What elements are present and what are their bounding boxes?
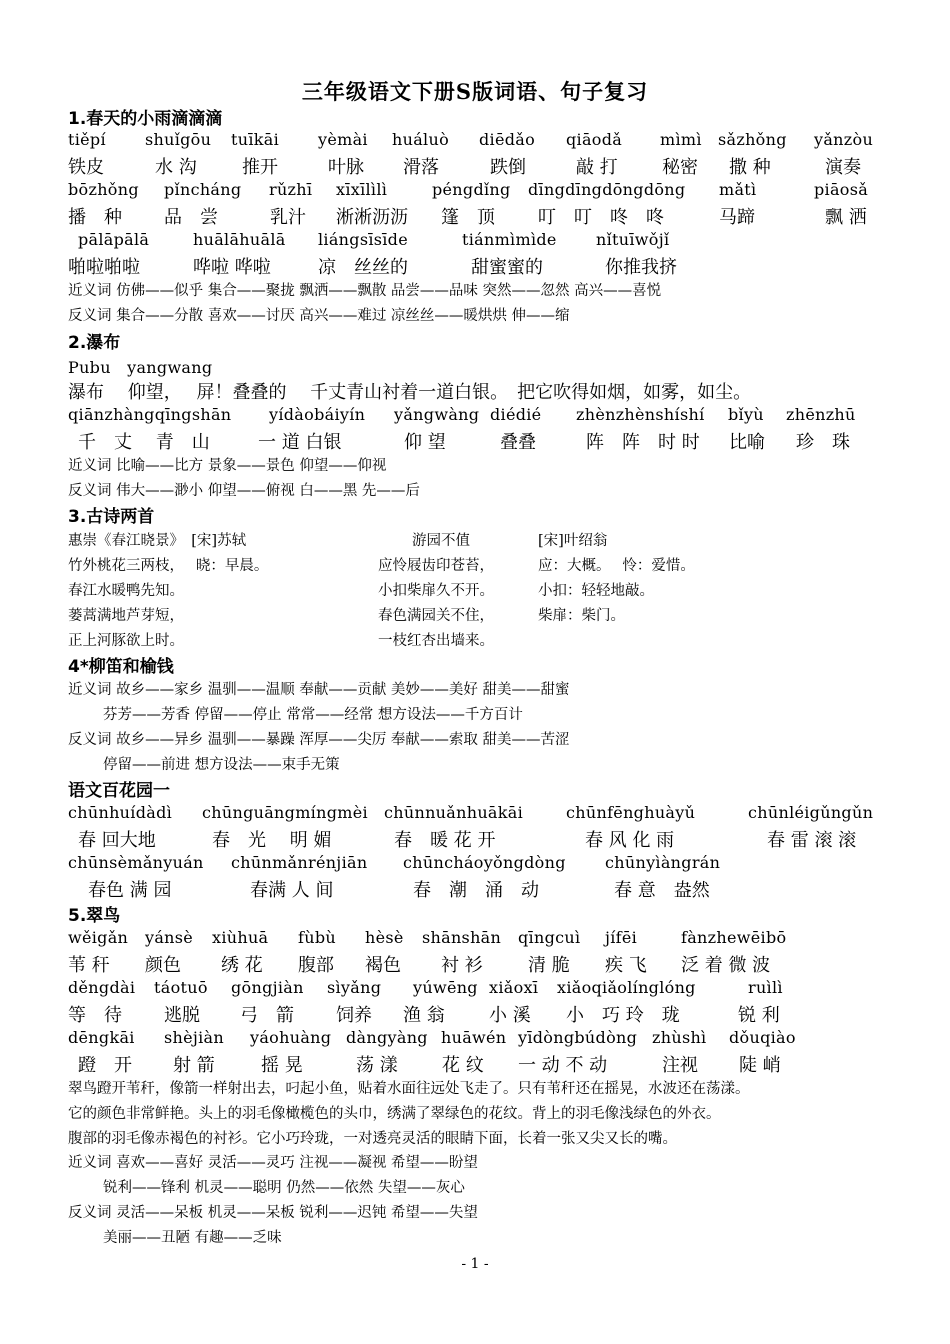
chinese-row xyxy=(78,1051,898,1075)
word: 春满 人 间 xyxy=(250,880,334,901)
antonyms-line: 反义词 故乡——异乡 温驯——暴躁 浑厚——尖厉 奉献——索取 甜美——苦涩 xyxy=(68,732,570,748)
word: 啪啦啪啦 xyxy=(68,257,140,278)
poem-line: 游园不值 xyxy=(412,533,470,549)
section-heading: 5.翠鸟 xyxy=(68,906,121,926)
word: 叶脉 xyxy=(328,157,364,178)
pinyin: sǎzhǒng xyxy=(718,130,787,149)
word: 乳汁 xyxy=(270,207,306,228)
pinyin: wěigǎn xyxy=(68,928,129,947)
pinyin: yáohuàng xyxy=(250,1028,332,1047)
word: 清 脆 xyxy=(528,955,570,976)
word: 推开 xyxy=(242,157,278,178)
pinyin: tiěpí xyxy=(68,130,106,149)
word: 花 纹 xyxy=(442,1055,484,1076)
synonyms-line: 近义词 比喻——比方 景象——景色 仰望——仰视 xyxy=(68,458,387,474)
pinyin-row xyxy=(68,1028,888,1050)
pinyin-row xyxy=(68,853,888,875)
chinese-row xyxy=(68,203,888,227)
pinyin: bōzhǒng xyxy=(68,180,139,199)
pinyin: xīxīlìlì xyxy=(336,180,388,199)
section-heading: 1.春天的小雨滴滴滴 xyxy=(68,109,223,129)
word: 腹部 xyxy=(298,955,334,976)
chinese-row xyxy=(68,253,888,277)
poem-line: 春江水暖鸭先知。 xyxy=(68,583,184,599)
word: 篷 顶 xyxy=(441,207,495,228)
word: 千 丈 青 山 xyxy=(78,432,210,453)
pinyin: gōngjiàn xyxy=(231,978,304,997)
word: 逃脱 xyxy=(164,1005,200,1026)
word: 马蹄 xyxy=(719,207,755,228)
word: 春 风 化 雨 xyxy=(585,830,675,851)
pinyin: yúwēng xyxy=(413,978,478,997)
pinyin: huālāhuālā xyxy=(193,230,286,249)
section-heading: 3.古诗两首 xyxy=(68,507,155,527)
synonyms-line: 近义词 喜欢——喜好 灵活——灵巧 注视——凝视 希望——盼望 xyxy=(68,1155,478,1171)
pinyin: dēngkāi xyxy=(68,1028,135,1047)
poems-block xyxy=(68,529,888,659)
word: 绣 花 xyxy=(221,955,263,976)
pinyin: chūnsèmǎnyuán xyxy=(68,853,204,872)
pinyin: pālāpālā xyxy=(78,230,150,249)
synonyms-line: 近义词 故乡——家乡 温驯——温顺 奉献——贡献 美妙——美好 甜美——甜蜜 xyxy=(68,682,570,698)
pinyin: shuǐgōu xyxy=(145,130,212,149)
word: 你推我挤 xyxy=(605,257,677,278)
word: 秘密 xyxy=(662,157,698,178)
word: 春 暖 花 开 xyxy=(394,830,496,851)
pinyin-row xyxy=(68,180,888,202)
word: 弓 箭 xyxy=(240,1005,294,1026)
pinyin: jífēi xyxy=(605,928,638,947)
word: 渔 翁 xyxy=(403,1005,445,1026)
word: 苇 秆 xyxy=(68,955,110,976)
word: 哗啦 哗啦 xyxy=(193,257,271,278)
word: 春色 满 园 xyxy=(88,880,172,901)
word: 凉 丝丝的 xyxy=(318,257,408,278)
pinyin: pǐncháng xyxy=(164,180,242,199)
word: 一 动 不 动 xyxy=(518,1055,608,1076)
pinyin: diédié xyxy=(490,405,542,424)
poem-line: 惠崇《春江晓景》 [宋]苏轼 xyxy=(68,533,247,549)
antonyms-line: 反义词 伟大——渺小 仰望——俯视 白——黑 先——后 xyxy=(68,483,420,499)
pinyin: dǒuqiào xyxy=(729,1028,796,1047)
word: 播 种 xyxy=(68,207,122,228)
pinyin: diēdǎo xyxy=(479,130,536,149)
poem-note: 应：大概。 怜：爱惜。 xyxy=(538,558,695,574)
antonyms-line: 反义词 灵活——呆板 机灵——呆板 锐利——迟钝 希望——失望 xyxy=(68,1205,478,1221)
pinyin: nǐtuīwǒjǐ xyxy=(596,230,670,249)
pinyin: chūnléigǔngǔn xyxy=(748,803,874,822)
word: 小 溪 xyxy=(489,1005,531,1026)
pinyin: zhènzhènshíshí xyxy=(576,405,705,424)
poem-line: 小扣柴扉久不开。 xyxy=(378,583,494,599)
page-number: - 1 - xyxy=(461,1256,489,1272)
pinyin: tiánmìmìde xyxy=(462,230,557,249)
pinyin: qiānzhàngqīngshān xyxy=(68,405,232,424)
word: 铁皮 xyxy=(68,157,104,178)
poem-note: 小扣：轻轻地敲。 xyxy=(538,583,654,599)
poem-line: 春色满园关不住， xyxy=(378,608,494,624)
antonyms-line: 美丽——丑陋 有趣——乏味 xyxy=(103,1230,282,1246)
word: 叠叠 xyxy=(500,432,536,453)
word: 敲 打 xyxy=(576,157,618,178)
pinyin: piāosǎ xyxy=(814,180,869,199)
pinyin: dàngyàng xyxy=(346,1028,428,1047)
pinyin: tuīkāi xyxy=(231,130,280,149)
word: 颜色 xyxy=(145,955,181,976)
pinyin: shèjiàn xyxy=(164,1028,225,1047)
word: 撒 种 xyxy=(729,157,771,178)
word: 蹬 开 xyxy=(78,1055,132,1076)
word: 摇 晃 xyxy=(261,1055,303,1076)
pinyin: fànzhewēibō xyxy=(681,928,787,947)
pinyin: xiùhuā xyxy=(212,928,269,947)
poem-line: 蒌蒿满地芦芽短， xyxy=(68,608,184,624)
word: 跌倒 xyxy=(490,157,526,178)
pinyin: bǐyù xyxy=(728,405,764,424)
pinyin: huāwén xyxy=(441,1028,507,1047)
pinyin: yánsè xyxy=(145,928,194,947)
pinyin: chūnguāngmíngmèi xyxy=(202,803,368,822)
word: 滑落 xyxy=(403,157,439,178)
synonyms-line: 芬芳——芳香 停留——停止 常常——经常 想方设法——千方百计 xyxy=(103,707,523,723)
pinyin: mìmì xyxy=(660,130,702,149)
word: 陡 峭 xyxy=(739,1055,781,1076)
word: 品 尝 xyxy=(164,207,218,228)
word: 锐 利 xyxy=(738,1005,780,1026)
word: 饲养 xyxy=(336,1005,372,1026)
pinyin: péngdǐng xyxy=(432,180,511,199)
pinyin: chūnfēnghuàyǔ xyxy=(566,803,696,822)
section-heading: 4*柳笛和榆钱 xyxy=(68,657,174,677)
pinyin: chūncháoyǒngdòng xyxy=(403,853,566,872)
pinyin: huáluò xyxy=(392,130,450,149)
chinese-row xyxy=(78,826,898,850)
word: 演奏 xyxy=(825,157,861,178)
pinyin: fùbù xyxy=(298,928,336,947)
pinyin: rǔzhī xyxy=(269,180,313,199)
pinyin-row xyxy=(68,405,888,427)
paragraph-line: 翠鸟蹬开苇秆，像箭一样射出去，叼起小鱼，贴着水面往远处飞走了。只有苇秆还在摇晃，水波还在荡漾。 xyxy=(68,1081,750,1097)
pinyin-row xyxy=(68,978,888,1000)
word: 飘 洒 xyxy=(825,207,867,228)
word: 小 巧 玲 珑 xyxy=(566,1005,680,1026)
pinyin: hèsè xyxy=(365,928,404,947)
pinyin-row: Pubu yangwang xyxy=(68,358,213,377)
pinyin: yǎngwàng xyxy=(394,405,480,424)
section-heading: 语文百花园一 xyxy=(68,781,170,801)
poem-line: 一枝红杏出墙来。 xyxy=(378,633,494,649)
section-heading: 2.瀑布 xyxy=(68,333,121,353)
synonyms-line: 锐利——锋利 机灵——聪明 仍然——依然 失望——灰心 xyxy=(103,1180,465,1196)
pinyin: yǎnzòu xyxy=(814,130,874,149)
pinyin: xiǎoxī xyxy=(489,978,539,997)
pinyin: zhùshì xyxy=(652,1028,707,1047)
word: 等 待 xyxy=(68,1005,122,1026)
poem-note: [宋]叶绍翁 xyxy=(538,533,608,549)
word: 春 潮 涌 动 xyxy=(413,880,539,901)
poem-line: 应怜屐齿印苍苔， xyxy=(378,558,494,574)
word: 春 雷 滚 滚 xyxy=(767,830,857,851)
word: 珍 珠 xyxy=(796,432,850,453)
word: 水 沟 xyxy=(155,157,197,178)
pinyin-row xyxy=(68,130,888,152)
antonyms-line: 反义词 集合——分散 喜欢——讨厌 高兴——难过 凉丝丝——暖烘烘 伸——缩 xyxy=(68,308,570,324)
word: 比喻 xyxy=(729,432,765,453)
pinyin: shānshān xyxy=(422,928,502,947)
paragraph-line: 它的颜色非常鲜艳。头上的羽毛像橄榄色的头巾，绣满了翠绿色的花纹。背上的羽毛像浅绿色的外衣。 xyxy=(68,1106,721,1122)
chinese-row xyxy=(68,1001,888,1025)
word: 叮 叮 咚 咚 xyxy=(538,207,664,228)
pinyin-row xyxy=(68,928,888,950)
pinyin: ruìlì xyxy=(748,978,783,997)
pinyin-row xyxy=(78,230,898,252)
word: 衬 衫 xyxy=(441,955,483,976)
pinyin: mǎtì xyxy=(719,180,757,199)
pinyin: chūnhuídàdì xyxy=(68,803,173,822)
pinyin: yèmài xyxy=(318,130,368,149)
word: 荡 漾 xyxy=(356,1055,398,1076)
pinyin: táotuō xyxy=(154,978,208,997)
pinyin: zhēnzhū xyxy=(786,405,856,424)
chinese-row xyxy=(68,951,888,975)
pinyin: chūnnuǎnhuākāi xyxy=(384,803,524,822)
poem-note: 柴扉：柴门。 xyxy=(538,608,625,624)
chinese-row xyxy=(68,153,888,177)
word: 疾 飞 xyxy=(605,955,647,976)
pinyin: děngdài xyxy=(68,978,136,997)
poem-line: 竹外桃花三两枝， 晓：早晨。 xyxy=(68,558,269,574)
word: 褐色 xyxy=(365,955,401,976)
antonyms-line: 停留——前进 想方设法——束手无策 xyxy=(103,757,340,773)
word: 春 意 盎然 xyxy=(614,880,710,901)
pinyin: yīdòngbúdòng xyxy=(518,1028,638,1047)
pinyin: liángsīsīde xyxy=(318,230,408,249)
word: 泛 着 微 波 xyxy=(681,955,771,976)
chinese-row xyxy=(88,876,908,900)
pinyin: qīngcuì xyxy=(518,928,581,947)
word: 仰 望 xyxy=(404,432,446,453)
synonyms-line: 近义词 仿佛——似乎 集合——聚拢 飘洒——飘散 品尝——品味 突然——忽然 高兴——喜悦 xyxy=(68,283,662,299)
word: 一 道 白银 xyxy=(258,432,342,453)
word: 淅淅沥沥 xyxy=(336,207,408,228)
word: 阵 阵 时 时 xyxy=(586,432,700,453)
pinyin: sìyǎng xyxy=(327,978,382,997)
word: 注视 xyxy=(662,1055,698,1076)
word: 春 回大地 xyxy=(78,830,156,851)
page-title: 三年级语文下册S版词语、句子复习 xyxy=(301,79,649,104)
word: 甜蜜蜜的 xyxy=(471,257,543,278)
sentence-line: 瀑布 仰望， 屏！叠叠的 千丈青山衬着一道白银。 把它吹得如烟，如雾，如尘。 xyxy=(68,382,752,403)
poem-line: 正上河豚欲上时。 xyxy=(68,633,184,649)
chinese-row xyxy=(78,428,898,452)
word: 射 箭 xyxy=(173,1055,215,1076)
pinyin: xiǎoqiǎolínglóng xyxy=(557,978,696,997)
pinyin: chūnyìàngrán xyxy=(605,853,721,872)
pinyin: chūnmǎnrénjiān xyxy=(231,853,368,872)
pinyin: yídàobáiyín xyxy=(269,405,366,424)
word: 春 光 明 媚 xyxy=(212,830,332,851)
pinyin-row xyxy=(68,803,888,825)
pinyin: dīngdīngdōngdōng xyxy=(528,180,686,199)
pinyin: qiāodǎ xyxy=(566,130,623,149)
paragraph-line: 腹部的羽毛像赤褐色的衬衫。它小巧玲珑，一对透亮灵活的眼睛下面，长着一张又尖又长的嘴。 xyxy=(68,1131,677,1147)
